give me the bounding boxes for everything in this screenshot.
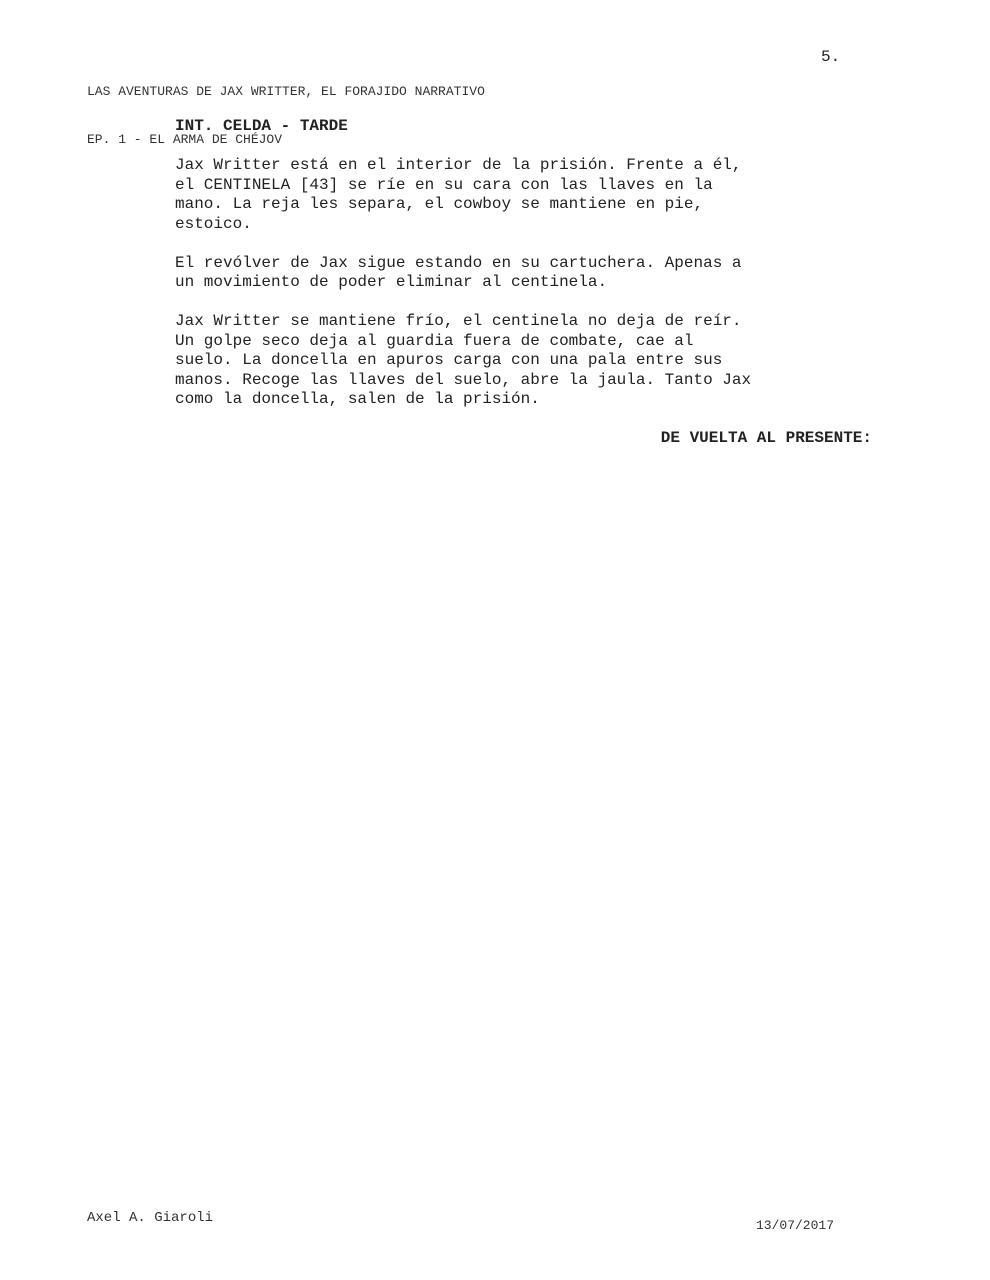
scene [175,117,875,449]
action-paragraph-1: Jax Writter está en el interior de la prisión. Frente a él, el CENTINELA [43] se ríe en su cara con las llaves en la mano. La reja les separa, el cowboy se mantiene en pie, estoico. [175,156,742,233]
footer-author: Axel A. Giaroli [87,1210,214,1226]
transition: DE VUELTA AL PRESENTE: [660,429,872,447]
action-paragraph-2: El revólver de Jax sigue estando en su cartuchera. Apenas a un movimiento de poder eliminar al centinela. [175,253,742,291]
footer-date: 13/07/2017 [756,1218,835,1233]
header-episode: EP. 1 - EL ARMA DE CHÉJOV [87,132,283,147]
page-number: 5. [821,48,841,66]
scene-heading: INT. CELDA - TARDE [175,117,348,135]
action-paragraph-3: Jax Writter se mantiene frío, el centinela no deja de reír. Un golpe seco deja al guardia fuera de combate, cae al suelo. La doncella en apuros carga con una pala entre sus manos. Recoge las llaves del suelo, abre la jaula. Tanto Jax como la doncella, salen de la prisión. [175,312,752,408]
header-title: LAS AVENTURAS DE JAX WRITTER, EL FORAJIDO NARRATIVO [87,84,485,99]
